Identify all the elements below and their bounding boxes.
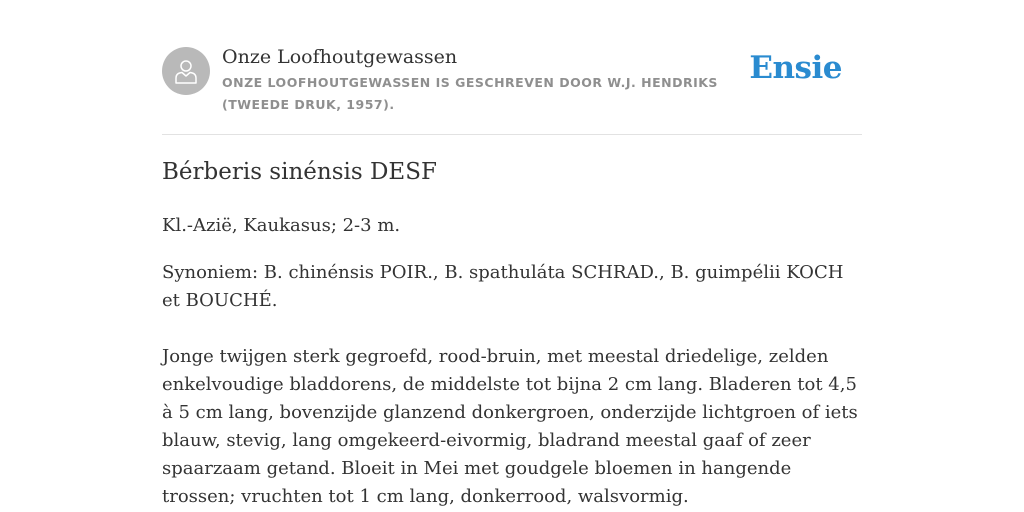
source-title[interactable]: Onze Loofhoutgewassen: [222, 46, 458, 68]
user-icon: [172, 57, 200, 85]
page-content: [162, 0, 862, 507]
entry-paragraph: Jonge twijgen sterk gegroefd, rood-bruin, met meestal driedelige, zelden enkelvoudige bladdorens, de middelste tot bijna 2 cm lang. Bladeren tot 4,5 à 5 cm lang, bovenzijde glanzend donkergroen, onderzijde lichtgroen of iets blauw, stevig, lang omgekeerd-eivormig, bladrand meestal gaaf of zeer spaarzaam getand. Bloeit in Mei met goudgele bloemen in hangende trossen; vruchten tot 1 cm lang, donkerrood, walsvormig.: [162, 346, 858, 507]
entry-paragraph: Kl.-Azië, Kaukasus; 2-3 m.: [162, 215, 401, 236]
entry-title: Bérberis sinénsis DESF: [162, 159, 437, 185]
source-header: [162, 0, 862, 135]
entry-paragraph: Synoniem: B. chinénsis POIR., B. spathuláta SCHRAD., B. guimpélii KOCH et BOUCHÉ.: [162, 262, 844, 311]
brand-logo[interactable]: Ensie: [749, 50, 842, 86]
source-description: ONZE LOOFHOUTGEWASSEN IS GESCHREVEN DOOR W.J. HENDRIKS (TWEEDE DRUK, 1957).: [222, 75, 718, 112]
avatar[interactable]: [162, 47, 210, 95]
